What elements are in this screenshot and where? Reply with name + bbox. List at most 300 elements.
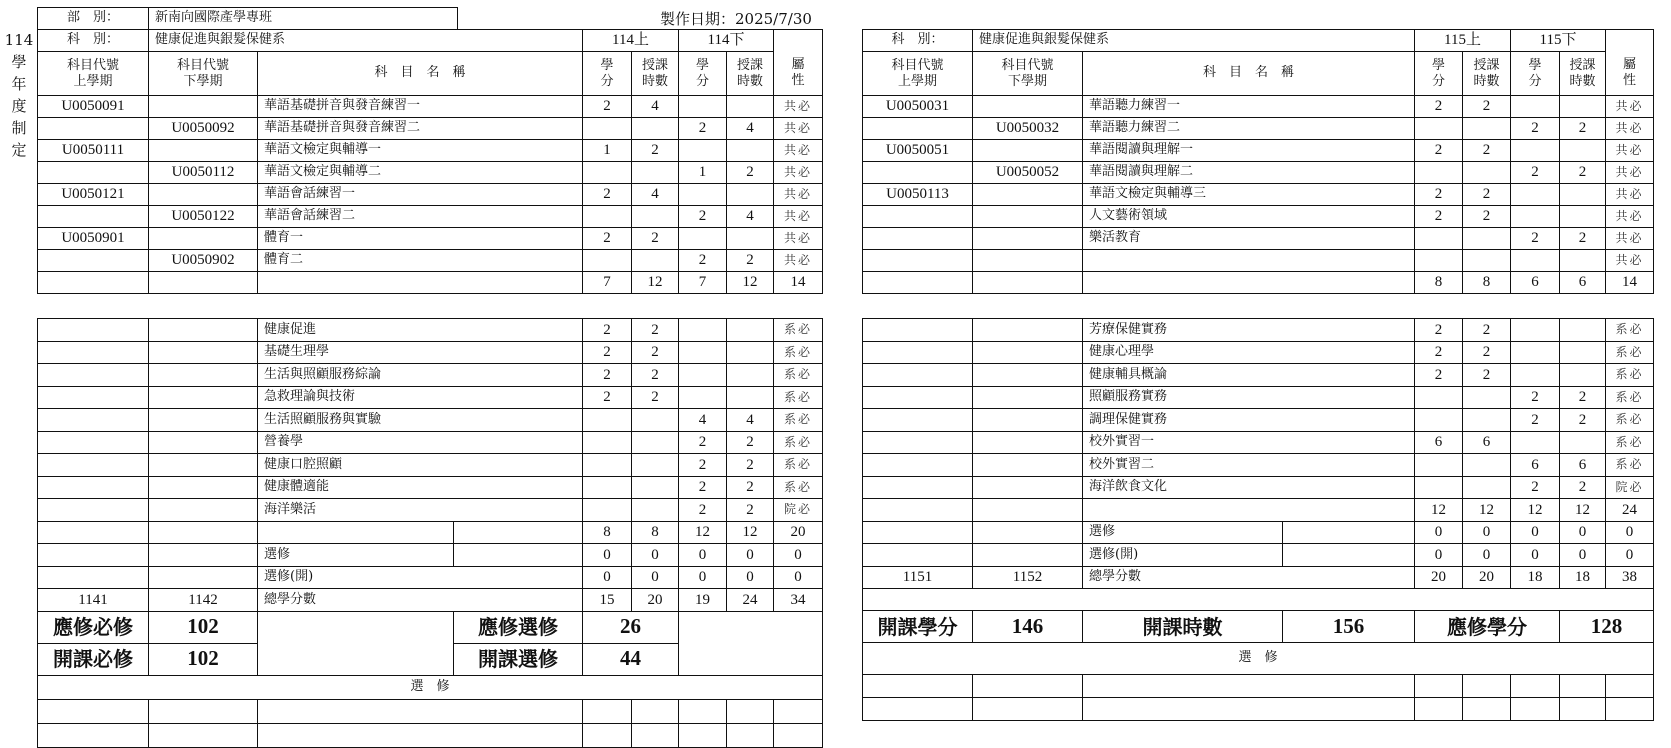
credit-1: 2 [583,184,632,206]
table-row [38,341,823,364]
subtotal-hours-1: 12 [632,272,679,294]
table-row [863,341,1654,364]
table-row [863,431,1654,454]
elective-hours-1: 0 [632,544,679,567]
course-attribute: 系必 [774,476,823,499]
attr-header: 屬 性 [1606,52,1654,96]
elective-label: 選修 [1083,521,1283,544]
hours-2 [1560,184,1606,206]
term-code-1: 1151 [863,566,973,589]
course-name: 華語閱讀與理解二 [1083,162,1415,184]
total-credit-1: 20 [1415,566,1463,589]
course-attribute: 共必 [1606,162,1654,184]
vertical-char: 制 [11,119,27,137]
course-name-header: 科 目 名 稱 [1083,52,1415,96]
elective-open-row [863,544,1654,567]
credit-1: 2 [583,341,632,364]
course-name: 芳療保健實務 [1083,319,1415,342]
course-name: 校外實習一 [1083,431,1415,454]
vertical-char: 學 [11,53,27,71]
table-row [38,499,823,522]
course-name: 海洋樂活 [258,499,583,522]
required-elective-label: 應修選修 [454,611,583,643]
course-code-2: U0050052 [973,162,1083,184]
course-code-1: U0050051 [863,140,973,162]
course-name: 華語文檢定與輔導一 [258,140,583,162]
table-row [38,140,823,162]
table-row [38,228,823,250]
elective-hours-2: 0 [727,544,774,567]
course-attribute: 系必 [774,319,823,342]
credit-header-2: 學 分 [679,52,727,96]
table-row [38,364,823,387]
common-subtotal-row [38,272,823,294]
credit-1 [1415,409,1463,432]
course-name: 健康促進 [258,319,583,342]
course-name: 基礎生理學 [258,341,583,364]
open-credits-label: 開課學分 [863,611,973,643]
table-row [38,118,823,140]
credit-2 [679,140,727,162]
table-row [863,364,1654,387]
credit-2 [1511,364,1560,387]
hours-1: 2 [1463,364,1511,387]
table-row [863,206,1654,228]
term-code-2: 1152 [973,566,1083,589]
hours-1 [632,118,679,140]
subtotal-credit-1: 7 [583,272,632,294]
left-curriculum-table [37,29,823,294]
course-name-header: 科 目 名 稱 [258,52,583,96]
course-attribute: 共必 [774,250,823,272]
course-name: 照顧服務實務 [1083,386,1415,409]
course-name: 營養學 [258,431,583,454]
hours-1 [632,476,679,499]
course-attribute: 共必 [774,140,823,162]
course-code-2 [149,140,258,162]
credit-1: 2 [1415,184,1463,206]
credit-1: 2 [583,96,632,118]
course-code-1 [38,118,149,140]
hours-2 [1560,364,1606,387]
hours-1 [632,454,679,477]
hours-2 [727,96,774,118]
code2-header: 科目代號 下學期 [973,52,1083,96]
elective-section-header: 選 修 [38,675,823,699]
elective-open-credit-2: 0 [1511,544,1560,567]
hours-1: 2 [1463,206,1511,228]
hours-1: 4 [632,96,679,118]
course-code-2: U0050032 [973,118,1083,140]
subtotal-credit-2: 6 [1511,272,1560,294]
credit-1 [583,118,632,140]
elective-open-hours-1: 0 [1463,544,1511,567]
credit-2 [1511,341,1560,364]
code1-header: 科目代號 上學期 [863,52,973,96]
table-row [863,250,1654,272]
table-row [863,184,1654,206]
credit-2 [1511,184,1560,206]
dept-label: 部 別： [38,8,149,30]
elective-sum: 0 [774,544,823,567]
elective-hours-1: 0 [1463,521,1511,544]
course-attribute: 院必 [1606,476,1654,499]
table-row [38,476,823,499]
course-code-1 [863,250,973,272]
course-attribute: 共必 [774,118,823,140]
table-row [863,228,1654,250]
course-attribute: 共必 [1606,206,1654,228]
course-attribute: 系必 [774,454,823,477]
attr-header-top [774,30,823,52]
hours-1 [1463,228,1511,250]
academic-year-vertical-label [2,29,36,161]
credit-2: 2 [679,250,727,272]
hours-2: 2 [727,499,774,522]
course-attribute: 系必 [1606,454,1654,477]
total-hours-1: 20 [632,589,679,612]
table-row [863,476,1654,499]
course-name: 校外實習二 [1083,454,1415,477]
dept-subtotal-row [38,521,823,544]
hours-1: 2 [632,386,679,409]
table-row [863,118,1654,140]
creation-date: 製作日期：2025/7/30 [660,10,812,28]
hours-1 [1463,162,1511,184]
elective-open-label: 選修(開) [1083,544,1283,567]
year-number: 114 [4,31,34,49]
dept-header-table [37,7,458,30]
credit-2: 2 [1511,228,1560,250]
hours-1 [632,250,679,272]
subtotal-sum: 14 [774,272,823,294]
subtotal-credit-1: 8 [1415,272,1463,294]
hours-2: 6 [1560,454,1606,477]
empty-elective-row [863,675,1654,698]
credit-header-1: 學 分 [1415,52,1463,96]
course-name: 華語聽力練習一 [1083,96,1415,118]
total-credit-2: 19 [679,589,727,612]
subtotal-hours-1: 8 [632,521,679,544]
vertical-char: 度 [11,97,27,115]
table-row [863,409,1654,432]
table-row [863,140,1654,162]
course-name: 華語基礎拼音與發音練習一 [258,96,583,118]
credit-2 [1511,206,1560,228]
code1-header: 科目代號 上學期 [38,52,149,96]
semester-1-header: 114上 [583,30,679,52]
course-name: 樂活教育 [1083,228,1415,250]
hours-2: 2 [727,431,774,454]
table-row [863,319,1654,342]
credit-2: 2 [679,118,727,140]
course-name: 健康口腔照顧 [258,454,583,477]
hours-1: 2 [632,364,679,387]
total-hours-2: 18 [1560,566,1606,589]
subtotal-hours-2: 12 [1560,499,1606,522]
empty-elective-row [863,698,1654,721]
subtotal-hours-1: 12 [1463,499,1511,522]
elective-open-sum: 0 [1606,544,1654,567]
course-name: 體育二 [258,250,583,272]
total-credit-1: 15 [583,589,632,612]
credit-1: 2 [583,228,632,250]
credit-1: 1 [583,140,632,162]
course-attribute: 共必 [1606,140,1654,162]
hours-1: 6 [1463,431,1511,454]
total-sum: 38 [1606,566,1654,589]
required-credits-value: 102 [149,611,258,643]
credit-1 [583,476,632,499]
semester-1-header: 115上 [1415,30,1511,52]
credit-2 [1511,96,1560,118]
elective-open-sum: 0 [774,566,823,589]
elective-row [863,521,1654,544]
course-code-2: U0050092 [149,118,258,140]
elective-hours-2: 0 [1560,521,1606,544]
course-name: 生活照顧服務與實驗 [258,409,583,432]
course-code-2: U0050122 [149,206,258,228]
hours-2 [1560,96,1606,118]
grand-total-row [38,589,823,612]
course-attribute: 系必 [774,364,823,387]
elective-credit-1: 0 [1415,521,1463,544]
open-credits-value: 146 [973,611,1083,643]
course-name: 生活與照顧服務綜論 [258,364,583,387]
elective-open-row [38,566,823,589]
table-row [38,250,823,272]
hours-1: 4 [632,184,679,206]
credit-2: 2 [679,431,727,454]
credit-2 [679,96,727,118]
credit-2: 6 [1511,454,1560,477]
credit-2 [679,386,727,409]
table-row [38,162,823,184]
subtotal-hours-1: 8 [1463,272,1511,294]
course-attribute: 系必 [774,341,823,364]
credit-2 [1511,140,1560,162]
dept-value: 新南向國際產學專班 [149,8,458,30]
elective-open-credit-1: 0 [583,566,632,589]
course-code-1 [863,206,973,228]
required-credits-label: 應修必修 [38,611,149,643]
dept-subtotal-row [863,499,1654,522]
credit-2 [679,341,727,364]
hours-2 [1560,206,1606,228]
course-attribute: 共必 [1606,184,1654,206]
course-code-2 [973,140,1083,162]
course-name: 人文藝術領域 [1083,206,1415,228]
course-code-2 [149,96,258,118]
subtotal-hours-2: 12 [727,272,774,294]
grand-total-row [863,566,1654,589]
course-code-1 [863,228,973,250]
summary-row-required [38,611,823,643]
elective-sum: 0 [1606,521,1654,544]
major-label: 科 別： [38,30,149,52]
hours-header-1: 授課 時數 [1463,52,1511,96]
elective-label: 選修 [258,544,454,567]
course-attribute: 共必 [774,206,823,228]
open-required-value: 102 [149,643,258,675]
course-code-2 [149,184,258,206]
subtotal-hours-2: 12 [727,521,774,544]
course-name: 健康心理學 [1083,341,1415,364]
major-label: 科 別： [863,30,973,52]
course-attribute: 共必 [1606,250,1654,272]
term-code-2: 1142 [149,589,258,612]
credit-2: 4 [679,409,727,432]
elective-open-credit-1: 0 [1415,544,1463,567]
credit-2: 2 [1511,386,1560,409]
credit-2 [1511,431,1560,454]
elective-open-hours-1: 0 [632,566,679,589]
hours-1: 2 [1463,341,1511,364]
hours-1 [1463,386,1511,409]
course-code-1: U0050031 [863,96,973,118]
course-attribute: 共必 [774,228,823,250]
vertical-char: 定 [11,141,27,159]
semester-2-header: 115下 [1511,30,1606,52]
grand-total-label: 總學分數 [258,589,583,612]
hours-2: 2 [727,454,774,477]
hours-1: 2 [1463,184,1511,206]
subtotal-hours-2: 6 [1560,272,1606,294]
spacer-row [863,589,1654,611]
credit-2: 2 [1511,162,1560,184]
course-code-2 [973,96,1083,118]
hours-2: 2 [1560,162,1606,184]
hours-header-2: 授課 時數 [727,52,774,96]
hours-2: 4 [727,206,774,228]
hours-2 [727,386,774,409]
right-curriculum-table [862,29,1654,294]
course-code-1 [38,206,149,228]
hours-2 [727,341,774,364]
required-elective-value: 26 [583,611,679,643]
elective-open-hours-2: 0 [727,566,774,589]
credit-1 [583,250,632,272]
hours-1 [632,499,679,522]
credit-2 [1511,250,1560,272]
table-row [38,386,823,409]
hours-2: 2 [1560,386,1606,409]
credit-2: 1 [679,162,727,184]
course-attribute: 共必 [774,184,823,206]
credit-2: 2 [679,206,727,228]
course-name: 體育一 [258,228,583,250]
hours-2: 2 [1560,118,1606,140]
elective-open-label: 選修(開) [258,566,583,589]
open-elective-label: 開課選修 [454,643,583,675]
table-row [863,96,1654,118]
summary-row [863,611,1654,643]
table-row [863,162,1654,184]
subtotal-credit-1: 8 [583,521,632,544]
hours-2 [1560,250,1606,272]
right-dept-table [862,318,1654,721]
total-hours-2: 24 [727,589,774,612]
credit-2: 2 [1511,476,1560,499]
elective-credit-2: 0 [1511,521,1560,544]
credit-2 [679,319,727,342]
hours-2 [1560,319,1606,342]
credit-1 [583,162,632,184]
credit-1 [583,499,632,522]
course-code-1: U0050111 [38,140,149,162]
course-attribute: 系必 [774,409,823,432]
hours-header-1: 授課 時數 [632,52,679,96]
hours-2 [727,140,774,162]
course-code-2 [973,250,1083,272]
credit-1: 2 [1415,341,1463,364]
hours-2 [727,184,774,206]
open-required-label: 開課必修 [38,643,149,675]
hours-2 [1560,431,1606,454]
empty-elective-row [38,723,823,747]
course-name: 華語會話練習二 [258,206,583,228]
course-code-1: U0050091 [38,96,149,118]
credit-2: 2 [1511,409,1560,432]
course-code-2: U0050902 [149,250,258,272]
credit-header-2: 學 分 [1511,52,1560,96]
vertical-char: 年 [11,75,27,93]
credit-1 [1415,250,1463,272]
course-code-2 [973,184,1083,206]
course-attribute: 系必 [1606,409,1654,432]
course-attribute: 系必 [774,386,823,409]
credit-2: 2 [679,499,727,522]
credit-1: 2 [1415,96,1463,118]
credit-2: 2 [679,454,727,477]
credit-1 [583,431,632,454]
credit-1 [1415,454,1463,477]
course-code-1: U0050113 [863,184,973,206]
credit-2: 2 [1511,118,1560,140]
hours-1: 2 [632,341,679,364]
hours-1 [632,431,679,454]
elective-open-credit-2: 0 [679,566,727,589]
hours-2: 4 [727,118,774,140]
hours-1: 2 [1463,96,1511,118]
hours-2: 2 [1560,476,1606,499]
total-sum: 34 [774,589,823,612]
credit-2 [679,184,727,206]
course-name: 健康輔具概論 [1083,364,1415,387]
course-code-2 [149,228,258,250]
hours-1 [1463,409,1511,432]
course-attribute: 系必 [1606,386,1654,409]
credit-1: 2 [583,319,632,342]
credit-1: 2 [1415,364,1463,387]
credit-1: 2 [1415,140,1463,162]
code2-header: 科目代號 下學期 [149,52,258,96]
hours-1: 2 [632,319,679,342]
course-name: 急救理論與技術 [258,386,583,409]
course-code-1 [863,162,973,184]
subtotal-sum: 14 [1606,272,1654,294]
open-hours-label: 開課時數 [1083,611,1283,643]
hours-2 [727,364,774,387]
hours-2: 2 [727,162,774,184]
hours-1 [1463,454,1511,477]
course-code-1 [38,250,149,272]
hours-1: 2 [1463,319,1511,342]
credit-1 [1415,476,1463,499]
course-attribute: 共必 [774,162,823,184]
credit-1: 2 [1415,206,1463,228]
common-subtotal-row [863,272,1654,294]
